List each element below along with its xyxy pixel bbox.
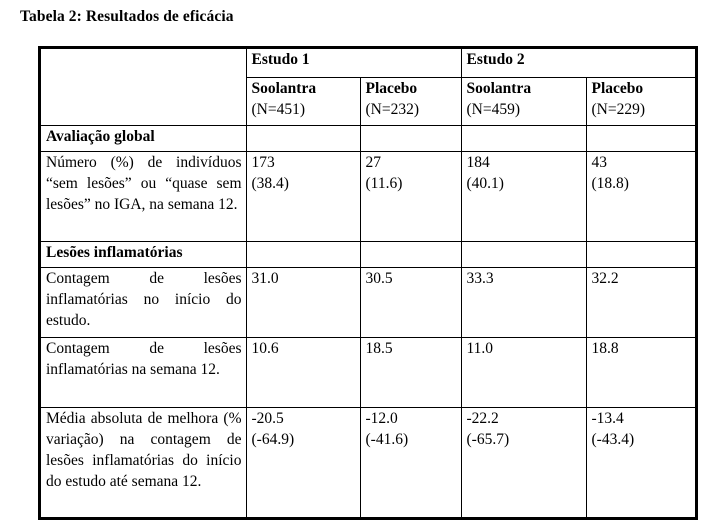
data-cell <box>360 151 461 241</box>
data-cell <box>360 267 461 337</box>
arm-n: (N=232) <box>365 100 420 118</box>
efficacy-table <box>41 49 695 517</box>
data-cell <box>461 267 586 337</box>
cell-value: 173 <box>251 153 275 171</box>
empty-cell <box>586 241 695 267</box>
empty-cell <box>246 241 360 267</box>
cell-value: 10.6 <box>251 339 279 357</box>
section-title-inflammatory: Lesões inflamatórias <box>41 241 246 267</box>
cell-percent: (40.1) <box>466 174 504 192</box>
table-row <box>41 267 695 337</box>
arm-name: Soolantra <box>466 79 532 97</box>
empty-cell <box>360 125 461 151</box>
cell-percent: (18.8) <box>591 174 629 192</box>
study-2-header: Estudo 2 <box>461 49 695 77</box>
arm-name: Placebo <box>365 79 418 97</box>
arm-n: (N=459) <box>466 100 521 118</box>
data-cell <box>586 407 695 517</box>
cell-value: -13.4 <box>591 409 624 427</box>
cell-percent: (-64.9) <box>251 430 295 448</box>
data-cell <box>246 407 360 517</box>
row-label: Número (%) de indivíduos “sem lesões” ou “quase sem lesões” no IGA, na semana 12. <box>41 151 246 241</box>
arm-header-cell <box>586 77 695 125</box>
cell-value: -22.2 <box>466 409 499 427</box>
arm-name: Placebo <box>591 79 644 97</box>
empty-cell <box>246 125 360 151</box>
cell-value: 30.5 <box>365 269 393 287</box>
data-cell <box>360 337 461 407</box>
cell-value: 31.0 <box>251 269 279 287</box>
empty-cell <box>461 241 586 267</box>
cell-value: -12.0 <box>365 409 398 427</box>
row-label: Contagem de lesões inflamatórias na semana 12. <box>41 337 246 407</box>
arm-n: (N=229) <box>591 100 646 118</box>
cell-percent: (-43.4) <box>591 430 635 448</box>
data-cell <box>461 337 586 407</box>
arm-header-cell <box>246 77 360 125</box>
cell-value: -20.5 <box>251 409 284 427</box>
table-row <box>41 151 695 241</box>
cell-value: 27 <box>365 153 381 171</box>
cell-value: 43 <box>591 153 607 171</box>
section-title-global: Avaliação global <box>41 125 246 151</box>
data-cell <box>461 151 586 241</box>
section-row <box>41 125 695 151</box>
empty-cell <box>461 125 586 151</box>
cell-value: 184 <box>466 153 490 171</box>
data-cell <box>461 407 586 517</box>
data-cell <box>586 151 695 241</box>
arm-n: (N=451) <box>251 100 306 118</box>
data-cell <box>586 337 695 407</box>
data-cell <box>246 337 360 407</box>
data-cell <box>360 407 461 517</box>
data-cell <box>586 267 695 337</box>
cell-percent: (38.4) <box>251 174 289 192</box>
empty-corner-cell <box>41 49 246 125</box>
study-header-row <box>41 49 695 77</box>
row-label: Média absoluta de melhora (% variação) na contagem de lesões inflamatórias do início do estudo até semana 12. <box>41 407 246 517</box>
data-cell <box>246 267 360 337</box>
table-row <box>41 407 695 517</box>
table-row <box>41 337 695 407</box>
table-caption: Tabela 2: Resultados de eficácia <box>20 8 234 25</box>
cell-value: 33.3 <box>466 269 494 287</box>
cell-value: 18.5 <box>365 339 393 357</box>
cell-value: 32.2 <box>591 269 619 287</box>
cell-value: 18.8 <box>591 339 619 357</box>
arm-header-cell <box>461 77 586 125</box>
arm-header-cell <box>360 77 461 125</box>
data-cell <box>246 151 360 241</box>
study-1-header: Estudo 1 <box>246 49 461 77</box>
section-row <box>41 241 695 267</box>
row-label: Contagem de lesões inflamatórias no início do estudo. <box>41 267 246 337</box>
cell-percent: (11.6) <box>365 174 403 192</box>
empty-cell <box>586 125 695 151</box>
cell-percent: (-65.7) <box>466 430 510 448</box>
cell-percent: (-41.6) <box>365 430 409 448</box>
cell-value: 11.0 <box>466 339 494 357</box>
efficacy-table-frame <box>38 46 698 520</box>
arm-name: Soolantra <box>251 79 317 97</box>
empty-cell <box>360 241 461 267</box>
